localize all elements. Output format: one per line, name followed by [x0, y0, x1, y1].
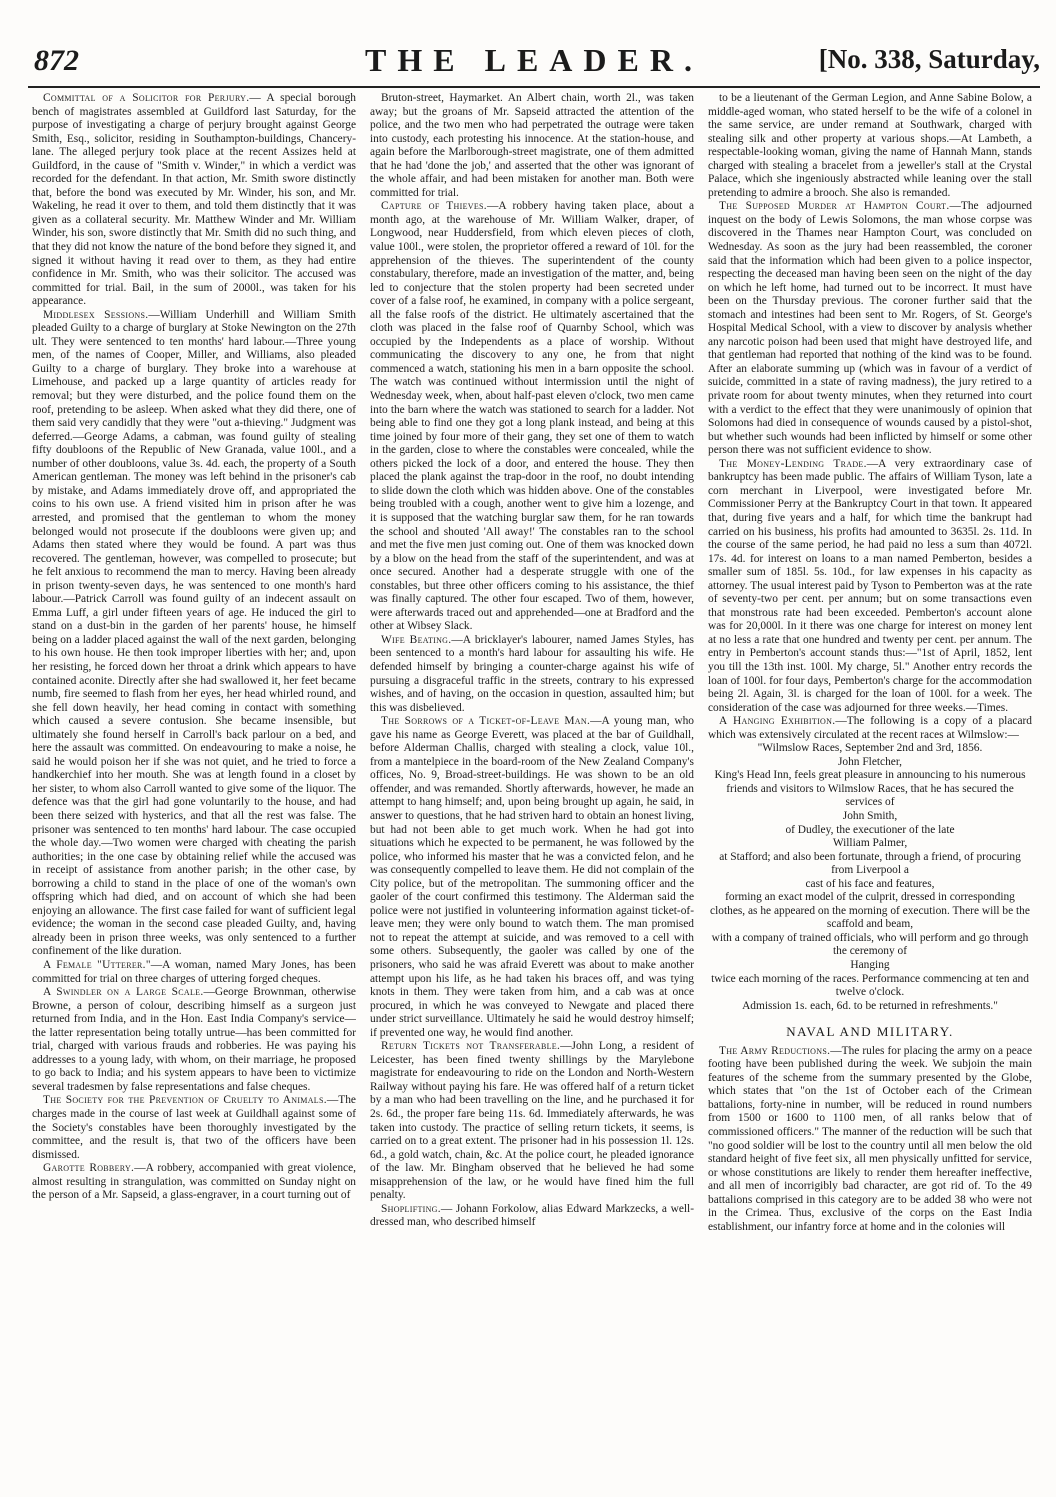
placard-line: with a company of trained officials, who will perform and go through the ceremony of [711, 931, 1029, 958]
article-text: to be a lieutenant of the German Legion, and Anne Sabine Bolow, a middle-aged woman, who stated herself to be the wife of a colonel in the same service, are under remand at Southwark, charged with stealing silk and other property at various shops.—At Lambeth, a respectable-looking woman, giving the name of Hannah Mann, stands charged with stealing a bracelet from a jeweller's stall at the Crystal Palace, which she ingeniously abstracted while leaning over the stall pretending to admire a brooch. She also is remanded. [708, 92, 1032, 199]
article-paragraph [708, 458, 1032, 715]
article-heading: Capture of Thieves. [381, 200, 487, 213]
article-text: — A special borough bench of magistrates assembled at Guildford last Saturday, for the purpose of investigating a charge of perjury brought against George Smith, Esq., solicitor, residing in Southampton-buildings, Chancery-lane. The alleged perjury took place at the recent Assizes held at Guildford, in the cause of "Smith v. Winder," in which a verdict was recorded for the defendant. In that action, Mr. Smith swore distinctly that, before the bond was executed by Mr. Winder, his son, and Mr. Wakeling, he read it over to them, and told them distinctly that it was given as a collateral security. Mr. Matthew Winder and Mr. William Winder, his son, swore distinctly that Mr. Smith did no such thing, and that they did not know the nature of the bond before they signed it, and signed it without having it read over to them, as they had entire confidence in Mr. Smith, who was their solicitor. The accused was committed for trial. Bail, in the sum of 2000l., was taken for his appearance. [32, 92, 356, 308]
article-text: — Johann Forkolow, alias Edward Markzecks, a well-dressed man, who described himself [370, 1202, 694, 1229]
article-paragraph [370, 200, 694, 634]
article-text: Bruton-street, Haymarket. An Albert chain, worth 2l., was taken away; but the groans of Mr. Sapseid attracted the attention of the police, and the two men who had perpetrated the outrage were taken into custody, each protesting his innocence. At the station-house, and again before the Marlborough-street magistrate, one of them admitted that he had 'done the job,' and asserted that the other was ignorant of the whole affair, and had been mistaken for another man. Both were committed for trial. [370, 92, 694, 199]
article-heading: The Society for the Prevention of Cruelty to Animals. [43, 1094, 327, 1107]
column-2 [370, 92, 694, 1472]
page-number: 872 [34, 44, 79, 77]
article-text: —A robbery having taken place, about a month ago, at the warehouse of Mr. William Walker, draper, of Longwood, near Huddersfield, from which eleven pieces of cloth, value 100l., were stolen, the proprietor offered a reward of 10l. for the apprehension of the thieves. The superintendent of the county constabulary, therefore, made an investigation of the matter, and, being led to conjecture that the stolen property had been secreted under cover of a false roof, he examined, in company with a police sergeant, all the false roofs of the district. He ultimately ascertained that the cloth was placed in the false roof of Quarnby School, which was occupied by the Independents as a place of worship. Without communicating the discovery to any one, he from that night commenced a watch, stationing his men in a barn opposite the school. The watch was continued without intermission until the night of Wednesday week, when, about half-past eleven o'clock, two men came into the barn where the watch was stationed to search for a ladder. Not being able to find one they got a long plank instead, and being at this time joined by four more of their gang, they set one of them to watch in the garden, close to where the constables were concealed, while the others picked the lock of a door, and entered the house. They then placed the plank against the trap-door in the roof, no doubt intending to slide down the cloth which was hidden above. One of the constables being troubled with a cough, another went to give him a lozenge, and it is supposed that the watching burglar saw them, for he ran towards the school and shouted 'All away!' The constables ran to the school and met the five men just coming out. One of them was knocked down by a blow on the head from the staff of the superintendent, and was at once secured. Another had a desperate struggle with one of the constables, but three other officers coming to his assistance, the thief was finally captured. The other four escaped. Two of them, however, were afterwards traced out and apprehended—one at Bradford and the other at Wibsey Slack. [370, 200, 694, 633]
article-paragraph [370, 1040, 694, 1203]
article-paragraph [32, 309, 356, 959]
article-heading: A Swindler on a Large Scale. [43, 986, 204, 999]
article-paragraph [370, 92, 694, 200]
article-text: —A woman, named Mary Jones, has been committed for trial on three charges of uttering forged cheques. [32, 959, 356, 985]
article-text: —The following is a copy of a placard which was extensively circulated at the recent races at Wilmslow:— [708, 715, 1032, 741]
article-heading: Wife Beating. [381, 633, 452, 646]
article-paragraph [370, 715, 694, 1040]
article-text: —A bricklayer's labourer, named James Styles, has been sentenced to a month's hard labour for assaulting his wife. He defended himself by bringing a counter-charge against his wife of pursuing a disgraceful traffic in the streets, contrary to his expressed wishes, and of having, on the occasion in question, assaulted him; but this was disbelieved. [370, 633, 694, 714]
article-paragraph [32, 92, 356, 309]
article-text: —A robbery, accompanied with great violence, almost resulting in strangulation, was committed on Sunday night on the person of a Mr. Sapseid, a glass-engraver, in a court turning out of [32, 1162, 356, 1202]
placard-line: John Smith, [842, 809, 898, 822]
article-heading: Garotte Robbery. [43, 1162, 135, 1175]
article-columns [28, 92, 1040, 1472]
article-heading: The Supposed Murder at Hampton Court. [719, 200, 950, 213]
column-3-section-articles [708, 1045, 1032, 1235]
article-paragraph [708, 715, 1032, 742]
section-heading: NAVAL AND MILITARY. [786, 1024, 954, 1040]
article-heading: The Money-Lending Trade. [719, 457, 867, 470]
placard-text [708, 742, 1032, 1013]
newspaper-title: THE LEADER. [365, 42, 703, 78]
placard-line: scaffold and beam, [826, 918, 914, 931]
article-paragraph [32, 986, 356, 1094]
placard-line: at Stafford; and also been fortunate, through a friend, of procuring from Liverpool a [719, 850, 1021, 877]
article-heading: A Female "Utterer." [43, 959, 151, 971]
article-text: —A very extraordinary case of bankruptcy has been made public. The affairs of William Tyson, late a corn merchant in Liverpool, were investigated before Mr. Commissioner Perry at the Bankruptcy Court in that town. It appeared that, during five years and a half, for which time the bankrupt had carried on his business, his profits had amounted to 3635l. 2s. 11d. In the course of the same period, he had paid no less a sum than 4072l. 17s. 4d. for interest on loans to a man named Pemberton, besides a smaller sum of 185l. 5s. 10d., for law expenses in his capacity as attorney. The usual interest paid by Tyson to Pemberton was at the rate of seventy-two per cent. per annum; but on some transactions even that monstrous rate had been exceeded. Pemberton's account alone was for 20,000l. In it there was one charge for interest on money lent at no less a rate that one hundred and twenty per cent. per annum. The entry in Pemberton's account stands thus:—"1st of April, 1852, lent you till the 13th inst. 100l. My charge, 5l." Another entry records the loan of 100l. for four days, Pemberton's charge for the accommodation being 2l. Again, 3l. is charged for the loan of 100l. for a week. The consideration of the case was adjourned for three weeks.—Times. [708, 457, 1032, 714]
article-heading: A Hanging Exhibition. [719, 715, 836, 728]
article-paragraph [32, 1094, 356, 1162]
placard-line: twice each morning of the races. Performance commencing at ten and twelve o'clock. [711, 972, 1029, 999]
article-text: —The charges made in the course of last week at Guildhall against some of the Society's constables have been thoroughly investigated by the committee, and the result is, that two of the officers have been dismissed. [32, 1094, 356, 1161]
issue-info: [No. 338, Saturday, [818, 44, 1040, 74]
article-heading: Shoplifting. [381, 1202, 441, 1215]
article-paragraph [370, 634, 694, 715]
article-text: —William Underhill and William Smith pleaded Guilty to a charge of burglary at Stoke Newington on the 27th ult. They were sentenced to ten months' hard labour.—Three young men, of the names of Cooper, Miller, and Williams, also pleaded Guilty to a charge of burglary. They broke into a warehouse at Limehouse, and packed up a large quantity of articles ready for removal; but they were disturbed, and the police found them on the roof, pretending to be asleep. When asked what they did there, one of them said very candidly that they were "out a-thieving." Judgment was deferred.—George Adams, a cabman, was found guilty of stealing fifty doubloons of the Republic of New Granada, value 100l., and a number of other doubloons, value 3s. 4d. each, the property of a South American gentleman. The money was left behind in the prisoner's cab by mistake, and Adams immediately drove off, and appropriated the coins to his own use. A friend visited him in prison after he was arrested, and promised that the gentleman to whom the money belonged would not prosecute if the doubloons were given up; and Adams then stated where they would be found. A part was thus recovered. The gentleman, however, was compelled to prosecute; but he felt anxious to recommend the man to mercy. Having been already in prison twenty-seven days, he was sentenced to one month's hard labour.—Patrick Carroll was found guilty of an indecent assault on Emma Luff, a girl under fifteen years of age. He induced the girl to stand on a dust-bin in the garden of her parents' house, he himself being on a ladder placed against the wall of the next garden, belonging to his own house. He then took improper liberties with her; and, upon her resisting, he forced down her throat a drink which appears to have contained aconite. Directly after she had swallowed it, her feet became numb, fire seemed to flash from her eyes, her head whirled round, and she fell down heavily, her head coming in contact with something which caused a severe contusion. She became insensible, but ultimately she found herself in Carroll's back parlour on a bed, and here the assault was committed. On endeavouring to make a noise, he said he would poison her if she was not quiet, and he tried to force a handkerchief into her mouth. She was at length found in a closet by her sister, to whom also Carroll wanted to give some of the liquor. The defence was that the girl had gone voluntarily to the house, and had been there seized with hysterics, and that all the rest was false. The prisoner was sentenced to ten months' hard labour. The case occupied the whole day.—Two women were charged with cheating the parish authorities; in the one case by obtaining relief while the accused was in receipt of assistance from another parish; in the other case, by borrowing a child to stand in the place of one of the woman's own offspring which had died, and on account of which she had been enjoying an allowance. The first case failed for want of sufficient legal evidence; the woman in the second case pleaded Guilty, and, having already been in prison three weeks, was only sentenced to a further confinement of the like duration. [32, 308, 356, 958]
article-text: —A young man, who gave his name as George Everett, was placed at the bar of Guildhall, before Alderman Challis, charged with stealing a clock, value 10l., from a mantelpiece in the board-room of the New Zealand Company's offices, No. 9, Broad-street-buildings. He was shown to be an old offender, and was remanded. Shortly afterwards, however, he made an attempt to hang himself; and, upon being brought up again, he said, in answer to questions, that he had striven hard to obtain an honest living, but had not been able to get much work. When he had got into situations which he expected to be permanent, he was followed by the police, who informed his master that he was a convicted felon, and he was consequently compelled to leave them. He did not complain of the City police, but of the metropolitan. The summoning officer and the gaoler of the court confirmed this testimony. The Alderman said the police were not justified in volunteering information against ticket-of-leave men; they were only bound to watch them. The man promised not to repeat the attempt at suicide, and was removed to a cell with some others. Subsequently, the gaoler was called by one of the prisoners, who said he was afraid Everett was about to make another attempt upon his life, as he had taken his braces off, and was tying knots in them. They were taken from him, and a cab was at once procured, in which he was conveyed to Newgate and placed there under strict surveillance. Ultimately he said he would destroy himself; if prevented one way, he would find another. [370, 715, 694, 1039]
placard-line: "Wilmslow Races, September 2nd and 3rd, 1856. [757, 742, 983, 755]
article-heading: Return Tickets not Transferable. [381, 1040, 561, 1053]
article-text: —John Long, a resident of Leicester, has been fined twenty shillings by the Marylebone magistrate for endeavouring to ride on the London and North-Western Railway without paying his fare. He was offered half of a return ticket by a man who had been travelling on the line, and he purchased it for 2s. 6d., the proper fare being 11s. 6d. Immediately afterwards, he was taken into custody. The practice of selling return tickets, it seems, is carried on to a great extent. The prisoner had in his possession 1l. 12s. 6d., a gold watch, chain, &c. At the police court, he pleaded ignorance of the law. Mr. Bingham observed that he believed he had some misapprehension of the law, or he would have fined him the full penalty. [370, 1040, 694, 1202]
article-heading: Committal of a Solicitor for Perjury. [43, 92, 250, 104]
article-paragraph [708, 200, 1032, 457]
placard-line: forming an exact model of the culprit, dressed in corresponding clothes, as he appeared on the morning of execution. There will be the [710, 891, 1030, 917]
column-3 [708, 92, 1032, 1472]
article-text: —The rules for placing the army on a peace footing have been published during the week. We subjoin the main features of the scheme from the summary presented by the Globe, which states that "on the 1st of October each of the Crimean battalions, forty-nine in number, will be reduced in round numbers from 1500 or 1600 to 1100 men, of all ranks below that of commissioned officers." The manner of the reduction will be such that "no good soldier will be lost to the country until all men below the old standard height of five feet six, all men physically unfitted for service, or whose constitutions are likely to render them hereafter ineffective, and all men of incorrigibly bad character, are got rid of. To the 49 battalions comprised in this category are to be added 38 who were not in the Crimea. Thus, exclusive of the corps on the East India establishment, our infantry force at home and in the colonies will [708, 1044, 1032, 1233]
placard-line: of Dudley, the executioner of the late [785, 823, 955, 836]
column-1 [32, 92, 356, 1472]
placard-line: John Fletcher, [837, 755, 903, 768]
article-paragraph [32, 959, 356, 986]
page-header [28, 40, 1040, 80]
article-paragraph [370, 1203, 694, 1230]
placard-line: Admission 1s. each, 6d. to be returned in refreshments." [742, 999, 998, 1012]
article-text: —George Brownman, otherwise Browne, a person of colour, describing himself as a surgeon just returned from India, and in the Hon. East India Company's service—the latter representation being totally untrue—has been committed for trial, charged with various frauds and robberies. He was paying his addresses to a young lady, with whom, on their marriage, he proposed to go back to India; and his system appears to have been to victimize several tradesmen by false representations and false cheques. [32, 986, 356, 1093]
placard-line: cast of his face and features, [805, 877, 935, 890]
header-rule [28, 86, 1040, 88]
article-heading: The Sorrows of a Ticket-of-Leave Man. [381, 715, 591, 728]
placard-line: Hanging [850, 959, 890, 971]
article-paragraph [708, 1045, 1032, 1235]
article-paragraph [708, 92, 1032, 200]
article-heading: Middlesex Sessions. [43, 308, 149, 321]
column-3-articles [708, 92, 1032, 742]
placard-line: King's Head Inn, feels great pleasure in announcing to his numerous friends and visitors to Wilmslow Races, that he has secured the services of [714, 769, 1026, 809]
placard-line: William Palmer, [832, 837, 908, 850]
article-heading: The Army Reductions. [719, 1044, 831, 1057]
article-paragraph [32, 1162, 356, 1203]
article-text: —The adjourned inquest on the body of Lewis Solomons, the man whose corpse was discovered in the Thames near Hampton Court, was concluded on Wednesday. As soon as the jury had been reassembled, the coroner said that the information which had been given to a police inspector, respecting the deceased man having been seen on the night of the day on which he left home, had turned out to be incorrect. It must have been on the Thursday previous. The coroner further said that the stomach and intestines had been sent to Mr. Rogers, of St. George's Hospital Medical School, with a view to discover by analysis whether any narcotic poison had been used that might have destroyed life, and that gentleman had reported that nothing of the kind was to be found. After an elaborate summing up (which was in favour of a verdict of suicide, committed in a state of raving madness), the jury retired to a private room for about twenty minutes, when they returned into court with a verdict to the effect that they were unanimously of opinion that Solomons had died in consequence of wounds caused by a pistol-shot, but whether such wounds had been inflicted by himself or some other person there was not sufficient evidence to show. [708, 200, 1032, 457]
